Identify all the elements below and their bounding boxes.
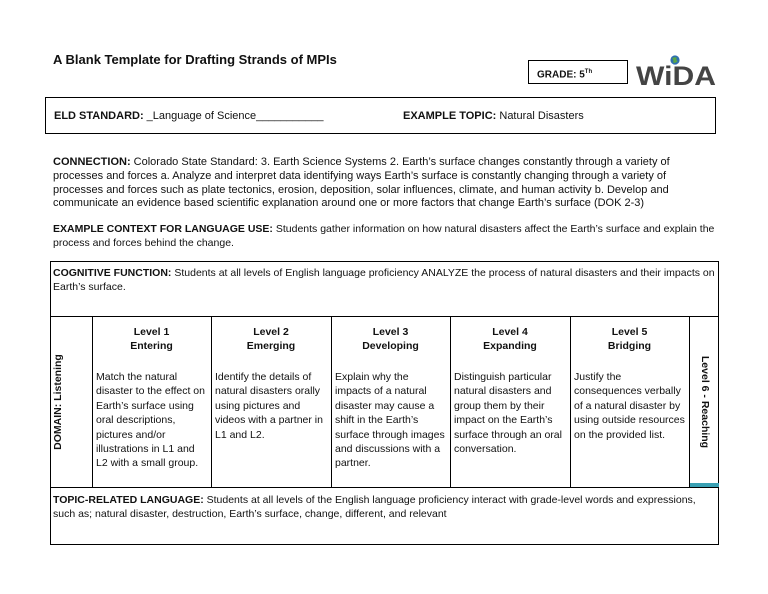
level-number: Level 1 (133, 326, 170, 338)
level-1-cell (92, 316, 211, 487)
example-topic-value: Natural Disasters (496, 110, 584, 122)
level-descriptor: Distinguish particular natural disasters and group them by their impact on the Earth’s surface through an oral conversation. (454, 371, 562, 456)
level-name: Developing (362, 340, 419, 352)
level-6-reaching-label: Level 6 - Reaching (698, 355, 711, 448)
eld-standard-label: ELD STANDARD: (54, 110, 144, 122)
topic-related-language-row (53, 493, 715, 521)
grade-box (528, 60, 628, 84)
level-descriptor: Explain why the impacts of a natural disaster may cause a shift in the Earth’s surface through images and discussions with a partner. (335, 371, 445, 470)
level-4-cell (450, 316, 570, 487)
cognitive-function-text: Students at all levels of English language proficiency ANALYZE the process of natural disasters and their impacts on Earth’s surface. (53, 267, 715, 293)
level-number: Level 3 (372, 326, 409, 338)
level-name: Entering (130, 340, 173, 352)
mpi-strand-table: COGNITIVE FUNCTION: Students at all levels of English language proficiency ANALYZE the process of natural disasters and their impacts on Earth’s surface. DOMAIN: Listening Level 1 Entering Match the natural disaster to the effect on Earth’s surface using oral descriptions, pictures and/or illustrations in L1 and L2 with a small group. Level 2 Emerging Identify the details of natural disasters orally using pictures and videos with a partner in L1 and L2. Level 3 Developing Explain why the impacts of a natural disaster may cause a shift in the Earth’s surface through images and discussions with a partner. Level 4 Expanding Distinguish particular natural disasters and group them by their impact on the Earth’s surface through an oral conversation. Level 5 Bridging Justify the consequences verbally of a natural disaster by using outside resources on the provided list. Level 6 - Reaching TOPIC-RELATED LANGUAGE: Students at all levels of the English language proficiency interact with grade-level words and expressions, such as; natural disaster, destruction, Earth’s surface, change, different, and relevant (50, 261, 719, 545)
context-paragraph (53, 222, 717, 250)
level-descriptor: Justify the consequences verbally of a natural disaster by using outside resources on the provided list. (574, 371, 685, 441)
connection-label: CONNECTION: (53, 156, 131, 168)
context-text: Students gather information on how natural disasters affect the Earth’s surface and explain the process and forces behind the change. (53, 223, 715, 249)
level-number: Level 2 (253, 326, 289, 338)
row-divider (51, 487, 718, 488)
teal-accent-bar (690, 483, 719, 487)
grade-superscript: Th (584, 69, 593, 75)
grade-label: GRADE: 5 (537, 69, 585, 81)
cognitive-function-label: COGNITIVE FUNCTION: (53, 267, 172, 279)
connection-paragraph (53, 156, 713, 211)
connection-text: Colorado State Standard: 3. Earth Science Systems 2. Earth’s surface changes constantly through a variety of processes and forces a. Analyze and interpret data identifying ways Earth’s surface is constantly changing through a variety of processes and forces such as plate tectonics, erosion, deposition, solar influences, climate, and human activity b. Develop and communicate an evidence based scientific explanation around one or more factors that change Earth’s surface (DOK 2-3) (53, 156, 670, 210)
eld-standard-box (45, 97, 716, 134)
cognitive-function-row (53, 266, 715, 294)
topic-language-label: TOPIC-RELATED LANGUAGE: (53, 494, 204, 506)
eld-standard-value: _Language of Science___________ (143, 110, 324, 122)
level-number: Level 4 (492, 326, 528, 338)
level-descriptor: Match the natural disaster to the effect on Earth’s surface using oral descriptions, pictures and/or illustrations in L1 and L2 with a small group. (96, 371, 205, 470)
wida-logo (636, 54, 718, 88)
context-label: EXAMPLE CONTEXT FOR LANGUAGE USE: (53, 223, 273, 235)
level-3-cell (331, 316, 450, 487)
level-number: Level 5 (611, 326, 648, 338)
level-name: Emerging (246, 340, 296, 352)
topic-language-text: Students at all levels of the English language proficiency interact with grade-level words and expressions, such as; natural disaster, destruction, Earth’s surface, change, different, and relevant (53, 494, 696, 520)
level-descriptor: Identify the details of natural disasters orally using pictures and videos with a partner in L1 and L2. (215, 371, 323, 441)
example-topic-label: EXAMPLE TOPIC: (403, 110, 497, 122)
level-name: Expanding (483, 340, 537, 352)
level-2-cell (211, 316, 331, 487)
logo-text: WiDA (636, 61, 716, 88)
document-title: A Blank Template for Drafting Strands of MPIs (53, 52, 337, 67)
level-5-cell (570, 316, 689, 487)
level-name: Bridging (607, 340, 652, 352)
